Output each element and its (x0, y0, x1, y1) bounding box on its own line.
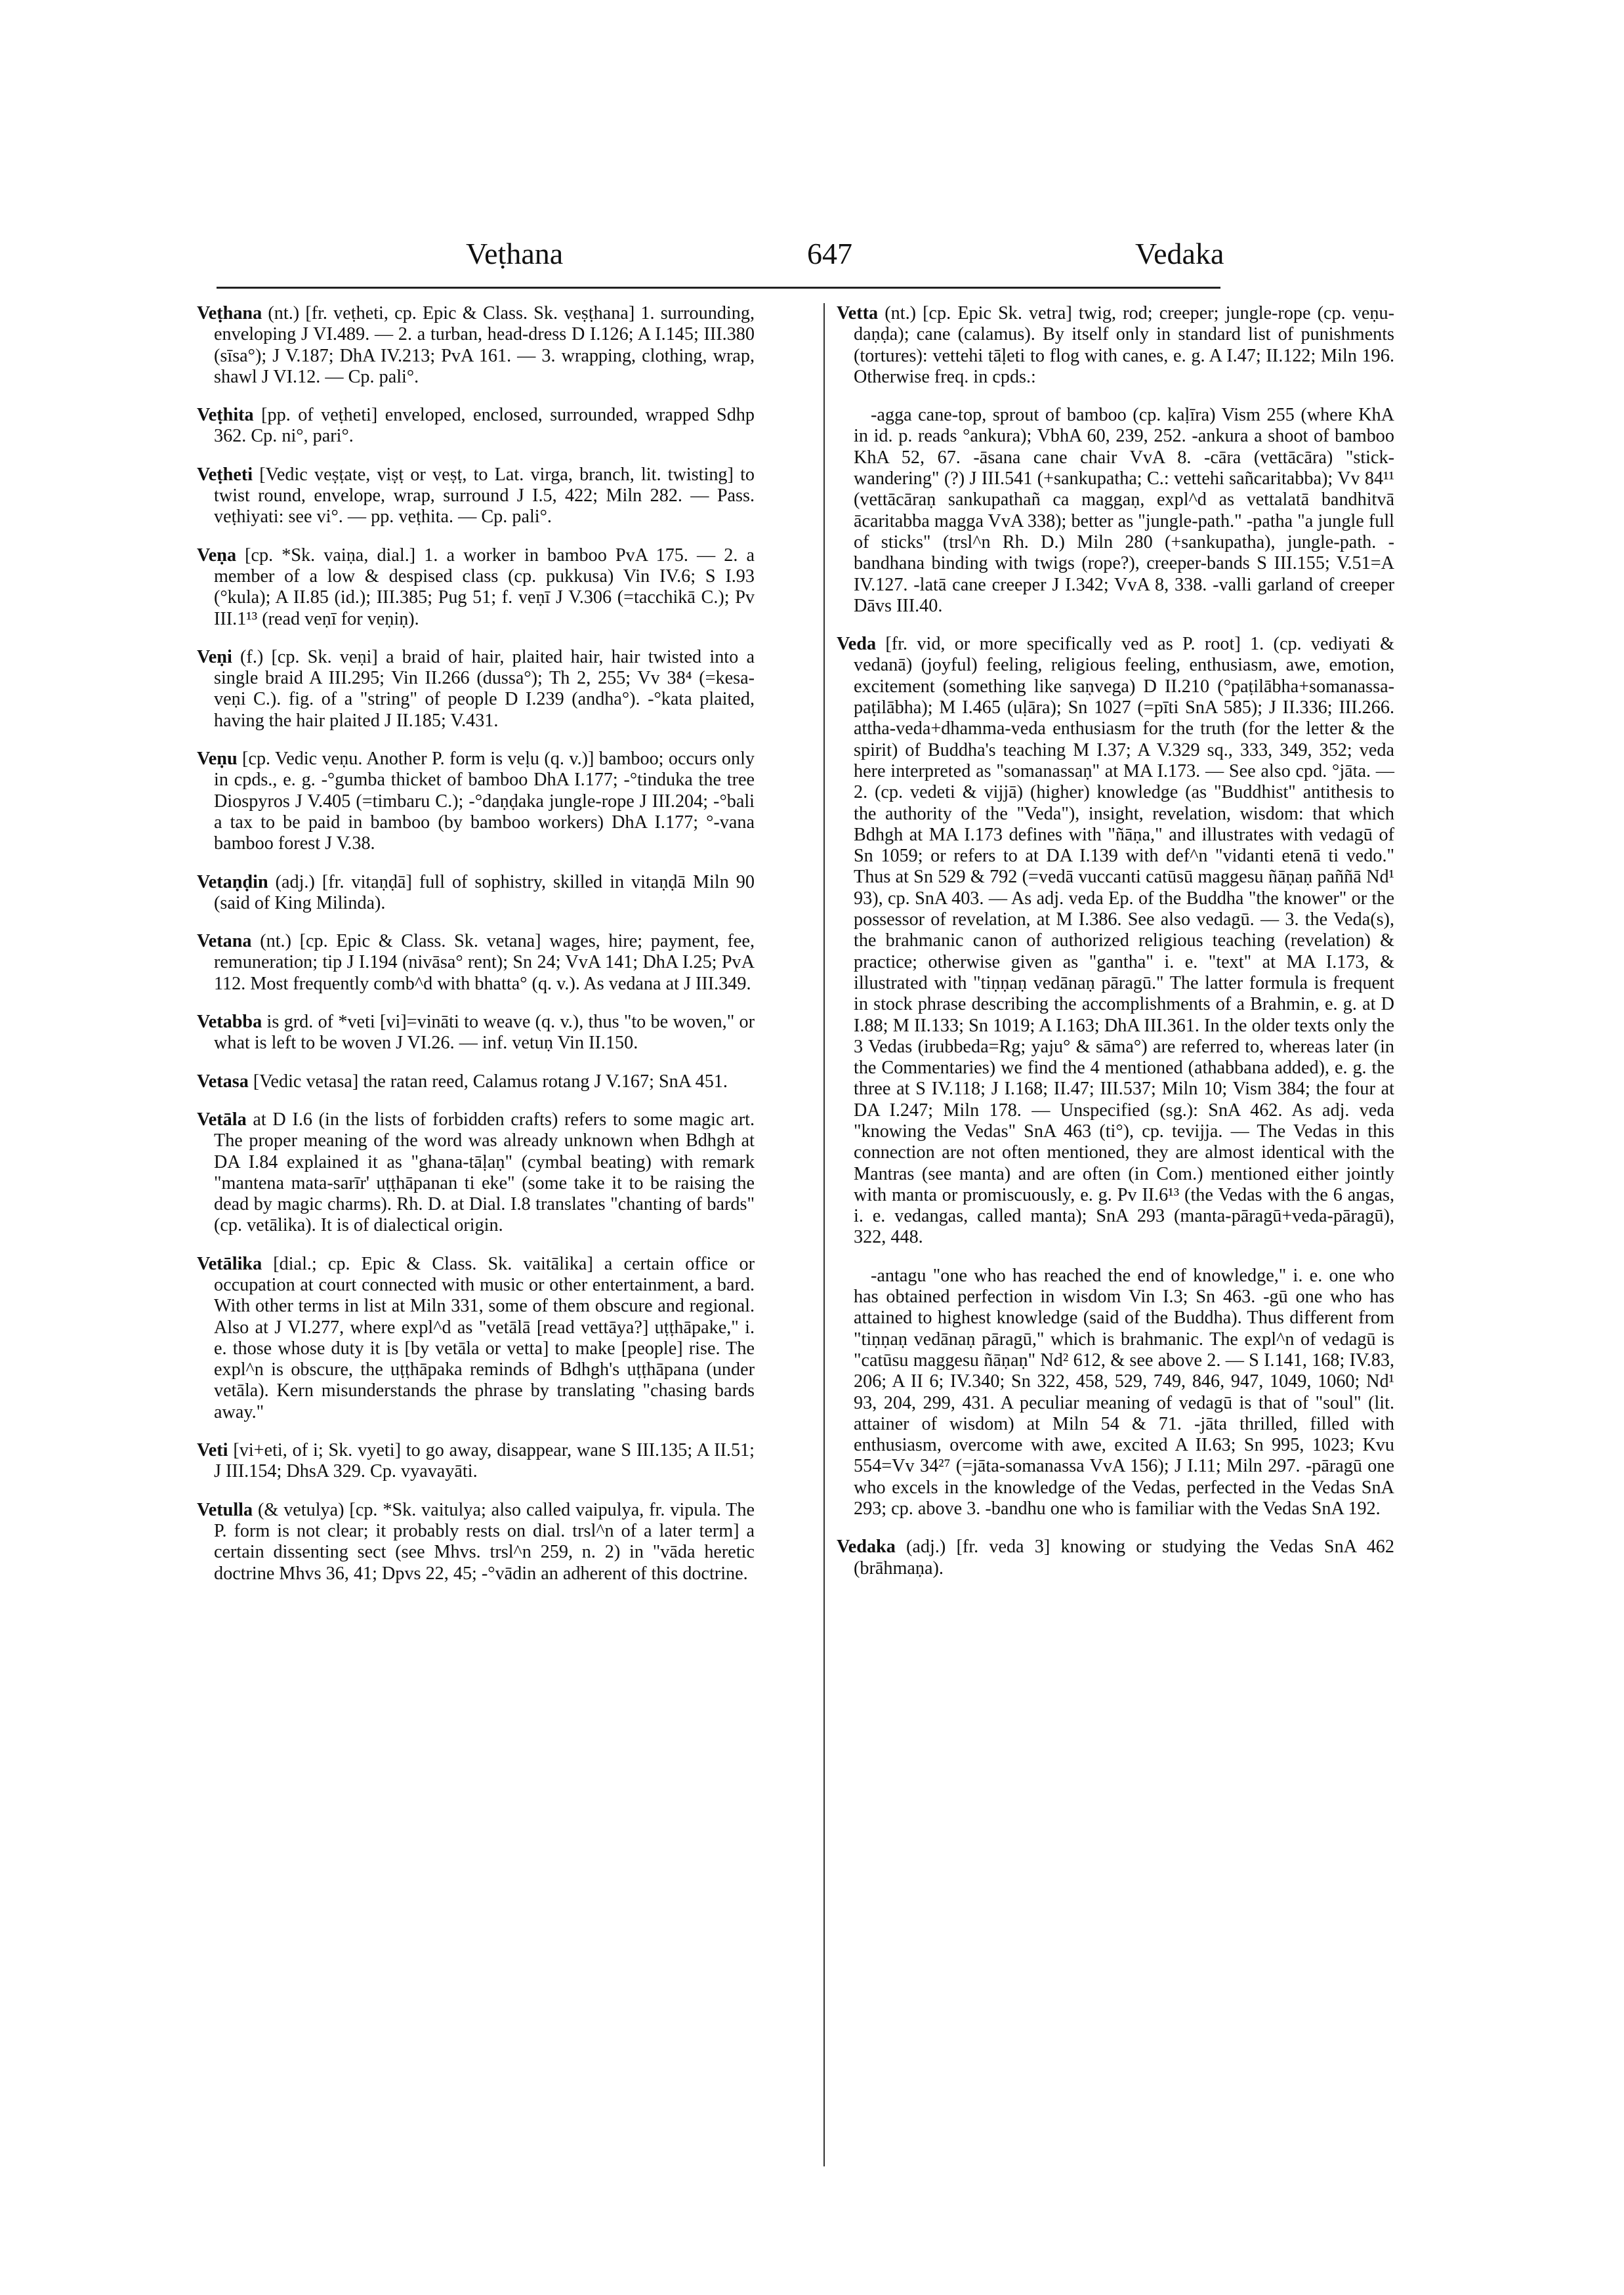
entry-text: at D I.6 (in the lists of forbidden crafts) refers to some magic art. The proper meaning of the word was already unknown when Bdhgh at DA I.84 explained it as "ghana-tāḷaṇ" (cymbal beating) with remark "mantena mata-sarīr' uṭṭhāpanan ti eke" (some take it to be raising the dead by magic charms). Rh. D. at Dial. I.8 translates "chanting of bards" (cp. vetālika). It is of dialectical origin. (214, 1109, 755, 1236)
dictionary-entry (197, 405, 755, 447)
entry-text: [vi+eti, of i; Sk. vyeti] to go away, disappear, wane S III.135; A II.51; J III.154; DhsA 329. Cp. vyavayāti. (214, 1440, 755, 1482)
entry-headword: Vetaṇḍin (197, 871, 268, 892)
entry-text: [Vedic vetasa] the ratan reed, Calamus rotang J V.167; SnA 451. (248, 1071, 728, 1092)
left-column (197, 303, 755, 1602)
left-running-headword: Veṭhana (466, 237, 564, 270)
dictionary-entry (197, 931, 755, 995)
dictionary-entry (837, 1537, 1394, 1579)
entry-headword: Vetana (197, 931, 252, 952)
page-number: 647 (807, 237, 852, 270)
page-header (217, 236, 1224, 282)
dictionary-entry (197, 1071, 755, 1092)
entry-text: (& vetulya) [cp. *Sk. vaitulya; also called vaipulya, fr. vipula. The P. form is not clear; it probably rests on dial. trsl^n of a later term] a certain dissenting sect (see Mhvs. trsl^n 259, n. 2) in "vāda heretic doctrine Mhvs 36, 41; Dpvs 22, 45; -°vādin an adherent of this doctrine. (214, 1499, 755, 1584)
dictionary-entry (837, 303, 1394, 388)
dictionary-entry (197, 647, 755, 732)
entry-text: -agga cane-top, sprout of bamboo (cp. kaḷīra) Vism 255 (where KhA in id. p. reads °ankura); VbhA 60, 239, 252. -ankura a shoot of bamboo KhA 52, 67. -āsana cane chair VvA 8. -cāra (vettācāra) "stick-wandering" (?) J III.541 (+sankupatha; C.: vettehi sañcaritabba); Vv 84¹¹ (vettācāraṇ sankupathañ ca maggaṇ, expl^d as vettalatā bandhitvā ācaritabba magga VvA 338); better as "jungle-path." -patha "a jungle full of sticks" (trsl^n Rh. D.) Miln 280 (+sankupatha), jungle-path. -bandhana binding with twigs (rope?), creeper-bands S III.155; V.51=A IV.127. -latā cane creeper J I.342; VvA 8, 338. -valli garland of creeper Dāvs III.40. (854, 405, 1394, 616)
dictionary-entry (197, 1254, 755, 1423)
entry-headword: Veṭhana (197, 303, 262, 323)
entry-headword: Veṇi (197, 646, 232, 667)
entry-headword: Veṭheti (197, 464, 253, 485)
entry-headword: Vedaka (837, 1537, 896, 1558)
entry-text: (nt.) [fr. veṭheti, cp. Epic & Class. Sk. veṣṭhana] 1. surrounding, enveloping J VI.489. — 2. a turban, head-dress D I.126; A I.145; III.380 (sīsa°); J V.187; DhA IV.213; PvA 161. — 3. wrapping, clothing, wrap, shawl J VI.12. — Cp. pali°. (214, 303, 755, 387)
entry-subsection (837, 1266, 1394, 1520)
entry-text: [cp. Vedic veṇu. Another P. form is veḷu (q. v.)] bamboo; occurs only in cpds., e. g. -°gumba thicket of bamboo DhA I.177; -°tinduka the tree Diospyros J V.405 (=timbaru C.); -°daṇḍaka jungle-rope J III.204; -°bali a tax to be paid in bamboo (by bamboo workers) DhA I.177; °-vana bamboo forest J V.38. (214, 749, 755, 854)
entry-headword: Veda (837, 634, 877, 655)
right-running-headword: Vedaka (1135, 237, 1224, 270)
entry-text: [fr. vid, or more specifically ved as P. root] 1. (cp. vediyati & vedanā) (joyful) feeling, religious feeling, enthusiasm, awe, emotion, excitement (something like saṇvega) D II.210 (°paṭilābha+somanassa-paṭilābha); M I.465 (uḷāra); Sn 1027 (=pīti SnA 585); J II.336; III.266. attha-veda+dhamma-veda enthusiasm for the truth (for the letter & the spirit) of Buddha's teaching M I.37; A V.329 sq., 333, 349, 352; veda here interpreted as "somanassaṇ" at MA I.173. — See also cpd. °jāta. — 2. (cp. vedeti & vijjā) (higher) knowledge (as "Buddhist" antithesis to the authority of the "Veda"), insight, revelation, wisdom: that which Bdhgh at MA I.173 defines with "ñāṇa," and illustrates with vedagū of Sn 1059; or refers to at DA I.139 with def^n "vidanti etenā ti vedo." Thus at Sn 529 & 792 (=vedā vuccanti catūsū maggesu ñāṇaṇ paññā Nd¹ 93), cp. SnA 403. — As adj. veda Ep. of the Buddha "the knower" or the possessor of revelation, at M I.386. See also vedagū. — 3. the Veda(s), the brahmanic canon of authorized religious teaching (revelation) & practice; otherwise given as "gantha" i. e. "text" at MA I.173, & illustrated with "tiṇṇaṇ vedānaṇ pāragū." The latter formula is frequent in stock phrase describing the accomplishments of a Brahmin, e. g. at D I.88; M II.133; Sn 1019; A I.163; DhA III.361. In the older texts only the 3 Vedas (irubbeda=Rg; yaju° & sāma°) are referred to, whereas later (in the Commentaries) we find the 4 mentioned (athabbana added), e. g. the three at S IV.118; J I.168; II.47; III.537; Miln 10; Vism 384; the four at DA I.247; Miln 178. — Unspecified (sg.): SnA 462. As adj. veda "knowing the Vedas" SnA 463 (ti°), cp. tevijja. — The Vedas in this connection are not often mentioned, they are almost identical with the Mantras (see manta) and are often (in Com.) mentioned either jointly with manta or promiscuously, e. g. Pv II.6¹³ (the Vedas with the 6 angas, i. e. vedangas, called manta); SnA 293 (manta-pāragū+veda-pāragū), 322, 448. (854, 634, 1394, 1248)
entry-subsection (837, 405, 1394, 617)
dictionary-entry (197, 872, 755, 915)
entry-text: (nt.) [cp. Epic & Class. Sk. vetana] wages, hire; payment, fee, remuneration; tip J I.194 (nivāsa° rent); Sn 24; VvA 141; DhA I.25; PvA 112. Most frequently comb^d with bhatta° (q. v.). As vedana at J III.349. (214, 931, 755, 994)
dictionary-entry (197, 749, 755, 854)
entry-headword: Vetulla (197, 1499, 253, 1520)
entry-headword: Veti (197, 1440, 228, 1461)
dictionary-entry (197, 545, 755, 630)
column-divider (823, 303, 825, 2166)
dictionary-entry (197, 1500, 755, 1584)
entry-text: [pp. of veṭheti] enveloped, enclosed, surrounded, wrapped Sdhp 362. Cp. ni°, pari°. (214, 405, 755, 447)
entry-headword: Vetasa (197, 1071, 249, 1092)
entry-text: [dial.; cp. Epic & Class. Sk. vaitālika] a certain office or occupation at court connected with music or other entertainment, a bard. With other terms in list at Miln 331, some of them obscure and regional. Also at J VI.277, where expl^d as "vetālā [read vettāya?] uṭṭhāpake," i. e. those whose duty it is [by vetāla or vetta] to make [people] rise. The expl^n is obscure, the uṭṭhāpaka reminds of Bdhgh's uṭṭhāpana (under vetāla). Kern misunderstands the phrase by translating "chasing bards away." (214, 1253, 755, 1422)
entry-text: (adj.) [fr. vitaṇḍā] full of sophistry, skilled in vitaṇḍā Miln 90 (said of King Milinda). (214, 871, 755, 913)
entry-headword: Veṇa (197, 545, 237, 566)
dictionary-entry (197, 303, 755, 388)
entry-text: [Vedic veṣṭate, viṣṭ or veṣṭ, to Lat. virga, branch, lit. twisting] to twist round, envelope, wrap, surround J I.5, 422; Miln 282. — Pass. veṭhiyati: see vi°. — pp. veṭhita. — Cp. pali°. (214, 464, 755, 527)
entry-headword: Veṭhita (197, 405, 254, 426)
entry-text: [cp. *Sk. vaiṇa, dial.] 1. a worker in bamboo PvA 175. — 2. a member of a low & despised class (cp. pukkusa) Vin IV.6; S I.93 (°kula); A II.85 (id.); III.385; Pug 51; f. veṇī J V.306 (=tacchikā C.); Pv III.1¹³ (read veṇī for veṇiṇ). (214, 545, 755, 629)
dictionary-entry (197, 1440, 755, 1483)
entry-text: is grd. of *veti [vi]=vināti to weave (q. v.), thus "to be woven," or what is left to be woven J VI.26. — inf. vetuṇ Vin II.150. (214, 1012, 755, 1054)
dictionary-entry (837, 634, 1394, 1249)
header-rule (217, 287, 1220, 289)
entry-headword: Vetālika (197, 1253, 262, 1274)
dictionary-entry (197, 1012, 755, 1054)
entry-text: -antagu "one who has reached the end of knowledge," i. e. one who has obtained perfection in wisdom Vin I.3; Sn 463. -gū one who has attained to highest knowledge (said of the Buddha). Thus different from "tiṇṇaṇ vedānaṇ pāragū," which is brahmanic. The expl^n of vedagū is "catūsu maggesu ñāṇaṇ" Nd² 612, & see above 2. — S I.141, 168; IV.83, 206; A II 6; IV.340; Sn 322, 458, 529, 749, 846, 947, 1049, 1060; Nd¹ 93, 204, 299, 431. A peculiar meaning of vedagū is that of "soul" (lit. attainer of wisdom) at Miln 54 & 71. -jāta thrilled, filled with enthusiasm, overcome with awe, excited A II.63; Sn 995, 1023; Kvu 554=Vv 34²⁷ (=jāta-somanassa VvA 156); J I.11; Miln 297. -pāragū one who excels in the knowledge of the Vedas, perfected in the Vedas SnA 293; cp. above 3. -bandhu one who is familiar with the Vedas SnA 192. (854, 1265, 1394, 1520)
entry-text: (adj.) [fr. veda 3] knowing or studying the Vedas SnA 462 (brāhmaṇa). (854, 1537, 1394, 1579)
entry-headword: Vetāla (197, 1109, 247, 1130)
entry-text: (nt.) [cp. Epic Sk. vetra] twig, rod; creeper; jungle-rope (cp. veṇu-daṇḍa); cane (calamus). By itself only in standard list of punishments (tortures): vettehi tāḷeti to flog with canes, e. g. A I.47; II.122; Miln 196. Otherwise freq. in cpds.: (854, 303, 1394, 387)
entry-headword: Vetabba (197, 1012, 262, 1033)
entry-text: (f.) [cp. Sk. veṇi] a braid of hair, plaited hair, hair twisted into a single braid A III.295; Vin II.266 (dussa°); Th 2, 255; Vv 38⁴ (=kesa-veṇi C.). fig. of a "string" of people D I.239 (andha°). -°kata plaited, having the hair plaited J II.185; V.431. (214, 646, 755, 731)
dictionary-entry (197, 1109, 755, 1237)
right-column (837, 303, 1394, 1596)
entry-headword: Veṇu (197, 749, 238, 770)
dictionary-entry (197, 465, 755, 528)
entry-headword: Vetta (837, 303, 879, 323)
